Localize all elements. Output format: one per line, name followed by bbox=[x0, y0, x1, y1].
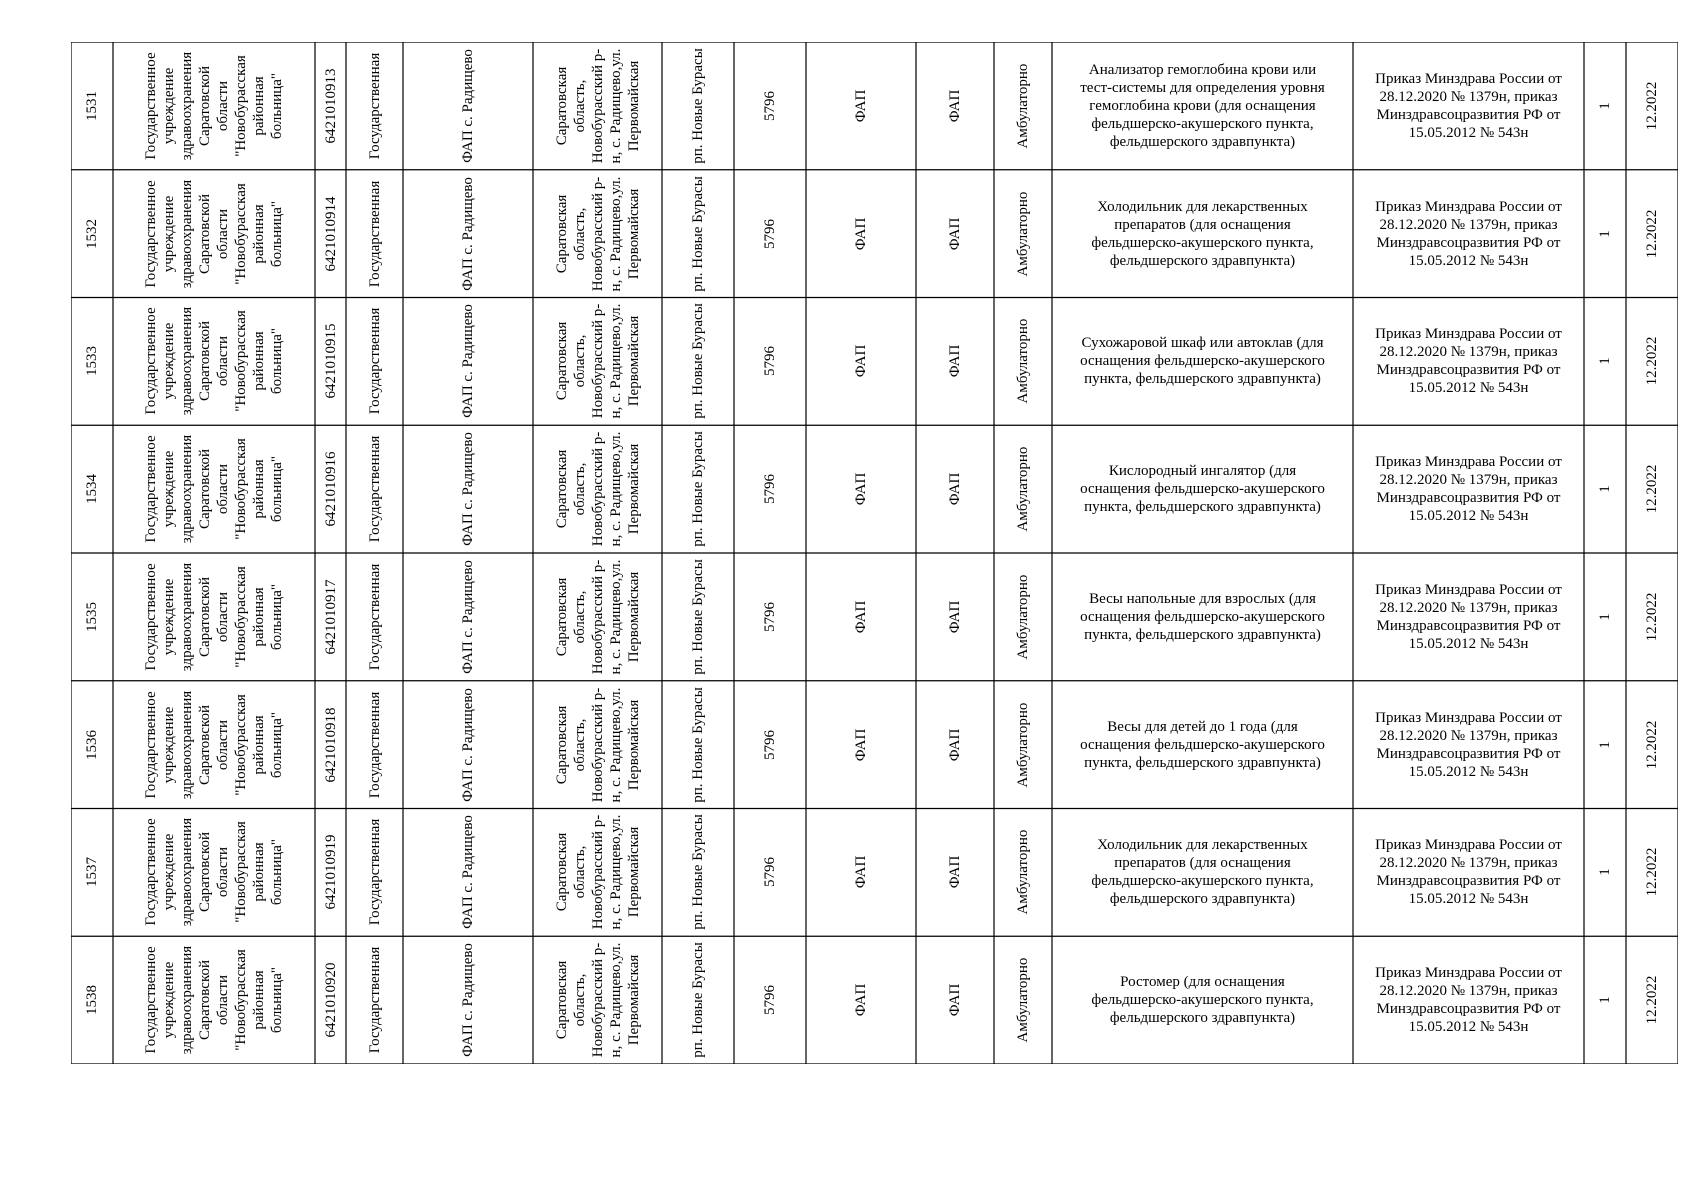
cell-equipment bbox=[1052, 425, 1353, 553]
cell-ownership bbox=[346, 170, 403, 298]
date-text: 12.2022 bbox=[1644, 720, 1660, 769]
cell-number bbox=[734, 42, 806, 170]
type1-text: ФАП bbox=[853, 472, 869, 506]
qty-text: 1 bbox=[1597, 229, 1613, 238]
order-text: Приказ Минздрава России от 28.12.2020 № 1379н, приказ Минздравсоцразвития РФ от 15.05.2012 № 543н bbox=[1375, 965, 1562, 1036]
cell-num bbox=[71, 936, 113, 1064]
cell-facility bbox=[403, 298, 533, 426]
type2-text: ФАП bbox=[947, 345, 963, 378]
facility-text: ФАП с. Радищево bbox=[460, 559, 476, 674]
cell-locality bbox=[662, 42, 734, 170]
order-text: Приказ Минздрава России от 28.12.2020 № 1379н, приказ Минздравсоцразвития РФ от 15.05.2012 № 543н bbox=[1375, 709, 1562, 780]
cell-locality bbox=[662, 809, 734, 937]
cell-institution bbox=[113, 681, 315, 809]
code-text: 6421010918 bbox=[322, 707, 339, 783]
care-text: Амбулаторно bbox=[1015, 446, 1031, 532]
cell-type2 bbox=[916, 936, 994, 1064]
institution-text: Государственное учреждение здравоохранения Саратовской области "Новобурасская районная больница" bbox=[143, 818, 285, 927]
order-text: Приказ Минздрава России от 28.12.2020 № 1379н, приказ Минздравсоцразвития РФ от 15.05.2012 № 543н bbox=[1375, 581, 1562, 652]
equipment-text: Кислородный ингалятор (для оснащения фельдшерско-акушерского пункта, фельдшерского здравпункта) bbox=[1080, 463, 1325, 516]
order-text: Приказ Минздрава России от 28.12.2020 № 1379н, приказ Минздравсоцразвития РФ от 15.05.2012 № 543н bbox=[1375, 326, 1562, 397]
cell-locality bbox=[662, 681, 734, 809]
cell-num bbox=[71, 298, 113, 426]
type1-text: ФАП bbox=[853, 600, 869, 634]
cell-qty bbox=[1584, 809, 1626, 937]
cell-address bbox=[533, 298, 662, 426]
cell-number bbox=[734, 298, 806, 426]
cell-facility bbox=[403, 42, 533, 170]
cell-institution bbox=[113, 936, 315, 1064]
care-text: Амбулаторно bbox=[1015, 191, 1031, 277]
type2-text: ФАП bbox=[947, 89, 963, 123]
cell-code bbox=[315, 170, 346, 298]
equipment-text: Весы напольные для взрослых (для оснащения фельдшерско-акушерского пункта, фельдшерского здравпункта) bbox=[1080, 590, 1325, 643]
facility-text: ФАП с. Радищево bbox=[460, 48, 476, 163]
cell-type2 bbox=[916, 809, 994, 937]
cell-address bbox=[533, 681, 662, 809]
num-text: 1533 bbox=[84, 346, 100, 377]
order-text: Приказ Минздрава России от 28.12.2020 № 1379н, приказ Минздравсоцразвития РФ от 15.05.2012 № 543н bbox=[1375, 454, 1562, 525]
number-text: 5796 bbox=[762, 346, 778, 377]
cell-facility bbox=[403, 936, 533, 1064]
cell-equipment bbox=[1052, 553, 1353, 681]
type2-text: ФАП bbox=[947, 217, 963, 250]
number-text: 5796 bbox=[762, 729, 778, 760]
cell-type2 bbox=[916, 42, 994, 170]
institution-text: Государственное учреждение здравоохранения Саратовской области "Новобурасская районная больница" bbox=[143, 179, 285, 288]
cell-facility bbox=[403, 170, 533, 298]
cell-qty bbox=[1584, 936, 1626, 1064]
cell-type1 bbox=[806, 42, 916, 170]
cell-type2 bbox=[916, 425, 994, 553]
cell-ownership bbox=[346, 425, 403, 553]
ownership-text: Государственная bbox=[366, 180, 383, 287]
institution-text: Государственное учреждение здравоохранения Саратовской области "Новобурасская районная больница" bbox=[143, 945, 285, 1055]
qty-text: 1 bbox=[1597, 740, 1613, 749]
type1-text: ФАП bbox=[853, 728, 869, 761]
locality-text: рп. Новые Бурасы bbox=[690, 559, 706, 675]
care-text: Амбулаторно bbox=[1015, 63, 1031, 149]
type2-text: ФАП bbox=[947, 856, 963, 889]
cell-facility bbox=[403, 809, 533, 937]
date-text: 12.2022 bbox=[1644, 81, 1660, 131]
cell-address bbox=[533, 42, 662, 170]
cell-facility bbox=[403, 553, 533, 681]
type1-text: ФАП bbox=[853, 345, 869, 378]
cell-institution bbox=[113, 170, 315, 298]
ownership-text: Государственная bbox=[366, 819, 383, 926]
cell-care bbox=[994, 425, 1052, 553]
code-text: 6421010913 bbox=[322, 68, 339, 144]
type2-text: ФАП bbox=[947, 472, 963, 506]
cell-code bbox=[315, 298, 346, 426]
locality-text: рп. Новые Бурасы bbox=[690, 48, 706, 164]
cell-date bbox=[1626, 298, 1678, 426]
ownership-text: Государственная bbox=[366, 691, 383, 798]
cell-number bbox=[734, 936, 806, 1064]
code-text: 6421010917 bbox=[322, 579, 339, 655]
cell-num bbox=[71, 42, 113, 170]
cell-num bbox=[71, 809, 113, 937]
cell-order bbox=[1353, 809, 1584, 937]
type1-text: ФАП bbox=[853, 983, 869, 1017]
locality-text: рп. Новые Бурасы bbox=[690, 175, 706, 292]
code-text: 6421010920 bbox=[322, 962, 339, 1038]
cell-institution bbox=[113, 425, 315, 553]
cell-code bbox=[315, 936, 346, 1064]
ownership-text: Государственная bbox=[366, 435, 383, 543]
cell-qty bbox=[1584, 42, 1626, 170]
cell-institution bbox=[113, 42, 315, 170]
equipment-text: Холодильник для лекарственных препаратов (для оснащения фельдшерско-акушерского пункта, фельдшерского здравпункта) bbox=[1091, 198, 1314, 269]
type2-text: ФАП bbox=[947, 600, 963, 634]
cell-ownership bbox=[346, 42, 403, 170]
date-text: 12.2022 bbox=[1644, 337, 1660, 386]
cell-locality bbox=[662, 936, 734, 1064]
address-text: Саратовская область, Новобурасский р- н, с. Радищево,ул. Первомайская bbox=[553, 942, 642, 1058]
cell-ownership bbox=[346, 936, 403, 1064]
cell-type2 bbox=[916, 298, 994, 426]
cell-equipment bbox=[1052, 681, 1353, 809]
cell-institution bbox=[113, 553, 315, 681]
cell-address bbox=[533, 809, 662, 937]
date-text: 12.2022 bbox=[1644, 464, 1660, 514]
num-text: 1538 bbox=[84, 985, 100, 1016]
cell-type1 bbox=[806, 681, 916, 809]
cell-order bbox=[1353, 553, 1584, 681]
cell-care bbox=[994, 298, 1052, 426]
cell-type1 bbox=[806, 298, 916, 426]
cell-order bbox=[1353, 425, 1584, 553]
address-text: Саратовская область, Новобурасский р- н, с. Радищево,ул. Первомайская bbox=[553, 559, 642, 675]
date-text: 12.2022 bbox=[1644, 592, 1660, 642]
cell-care bbox=[994, 42, 1052, 170]
date-text: 12.2022 bbox=[1644, 848, 1660, 897]
care-text: Амбулаторно bbox=[1015, 957, 1031, 1043]
cell-ownership bbox=[346, 553, 403, 681]
date-text: 12.2022 bbox=[1644, 209, 1660, 258]
address-text: Саратовская область, Новобурасский р- н, с. Радищево,ул. Первомайская bbox=[553, 431, 642, 547]
care-text: Амбулаторно bbox=[1015, 574, 1031, 660]
cell-order bbox=[1353, 170, 1584, 298]
cell-code bbox=[315, 553, 346, 681]
ownership-text: Государственная bbox=[366, 946, 383, 1054]
cell-type1 bbox=[806, 425, 916, 553]
facility-text: ФАП с. Радищево bbox=[460, 943, 476, 1058]
address-text: Саратовская область, Новобурасский р- н, с. Радищево,ул. Первомайская bbox=[553, 303, 642, 419]
cell-order bbox=[1353, 298, 1584, 426]
equipment-text: Ростомер (для оснащения фельдшерско-акушерского пункта, фельдшерского здравпункта) bbox=[1091, 974, 1314, 1027]
qty-text: 1 bbox=[1597, 357, 1613, 366]
cell-address bbox=[533, 170, 662, 298]
cell-number bbox=[734, 553, 806, 681]
ownership-text: Государственная bbox=[366, 563, 383, 671]
cell-ownership bbox=[346, 298, 403, 426]
type1-text: ФАП bbox=[853, 217, 869, 250]
cell-type2 bbox=[916, 553, 994, 681]
equipment-table bbox=[71, 42, 1678, 1064]
cell-num bbox=[71, 553, 113, 681]
cell-order bbox=[1353, 681, 1584, 809]
facility-text: ФАП с. Радищево bbox=[460, 432, 476, 547]
num-text: 1531 bbox=[84, 90, 100, 121]
cell-code bbox=[315, 681, 346, 809]
cell-date bbox=[1626, 42, 1678, 170]
cell-order bbox=[1353, 42, 1584, 170]
cell-facility bbox=[403, 425, 533, 553]
locality-text: рп. Новые Бурасы bbox=[690, 431, 706, 547]
cell-equipment bbox=[1052, 936, 1353, 1064]
cell-type2 bbox=[916, 170, 994, 298]
ownership-text: Государственная bbox=[366, 308, 383, 415]
cell-order bbox=[1353, 936, 1584, 1064]
type2-text: ФАП bbox=[947, 728, 963, 761]
cell-type2 bbox=[916, 681, 994, 809]
cell-institution bbox=[113, 298, 315, 426]
cell-care bbox=[994, 553, 1052, 681]
number-text: 5796 bbox=[762, 857, 778, 888]
cell-equipment bbox=[1052, 170, 1353, 298]
cell-number bbox=[734, 170, 806, 298]
num-text: 1532 bbox=[84, 218, 100, 249]
cell-equipment bbox=[1052, 809, 1353, 937]
qty-text: 1 bbox=[1597, 102, 1613, 110]
cell-number bbox=[734, 425, 806, 553]
locality-text: рп. Новые Бурасы bbox=[690, 814, 706, 931]
ownership-text: Государственная bbox=[366, 52, 383, 160]
address-text: Саратовская область, Новобурасский р- н, с. Радищево,ул. Первомайская bbox=[553, 814, 642, 930]
facility-text: ФАП с. Радищево bbox=[460, 687, 476, 802]
type2-text: ФАП bbox=[947, 983, 963, 1017]
equipment-text: Весы для детей до 1 года (для оснащения фельдшерско-акушерского пункта, фельдшерского здравпункта) bbox=[1080, 718, 1325, 771]
cell-address bbox=[533, 553, 662, 681]
num-text: 1534 bbox=[84, 474, 100, 505]
cell-number bbox=[734, 809, 806, 937]
equipment-text: Холодильник для лекарственных препаратов (для оснащения фельдшерско-акушерского пункта, фельдшерского здравпункта) bbox=[1091, 837, 1314, 908]
code-text: 6421010915 bbox=[322, 323, 339, 399]
cell-type1 bbox=[806, 936, 916, 1064]
care-text: Амбулаторно bbox=[1015, 829, 1031, 915]
cell-qty bbox=[1584, 298, 1626, 426]
number-text: 5796 bbox=[762, 985, 778, 1016]
cell-equipment bbox=[1052, 298, 1353, 426]
number-text: 5796 bbox=[762, 90, 778, 121]
cell-institution bbox=[113, 809, 315, 937]
qty-text: 1 bbox=[1597, 613, 1613, 621]
cell-date bbox=[1626, 809, 1678, 937]
cell-date bbox=[1626, 681, 1678, 809]
order-text: Приказ Минздрава России от 28.12.2020 № 1379н, приказ Минздравсоцразвития РФ от 15.05.2012 № 543н bbox=[1375, 837, 1562, 908]
code-text: 6421010919 bbox=[322, 834, 339, 910]
type1-text: ФАП bbox=[853, 89, 869, 123]
cell-ownership bbox=[346, 681, 403, 809]
code-text: 6421010914 bbox=[322, 196, 339, 272]
cell-care bbox=[994, 809, 1052, 937]
num-text: 1535 bbox=[84, 601, 100, 632]
cell-type1 bbox=[806, 809, 916, 937]
cell-type1 bbox=[806, 170, 916, 298]
cell-locality bbox=[662, 425, 734, 553]
cell-type1 bbox=[806, 553, 916, 681]
number-text: 5796 bbox=[762, 474, 778, 505]
address-text: Саратовская область, Новобурасский р- н, с. Радищево,ул. Первомайская bbox=[553, 176, 642, 292]
cell-equipment bbox=[1052, 42, 1353, 170]
qty-text: 1 bbox=[1597, 868, 1613, 877]
cell-address bbox=[533, 936, 662, 1064]
facility-text: ФАП с. Радищево bbox=[460, 304, 476, 419]
institution-text: Государственное учреждение здравоохранения Саратовской области "Новобурасская районная больница" bbox=[143, 690, 285, 799]
cell-locality bbox=[662, 553, 734, 681]
cell-ownership bbox=[346, 809, 403, 937]
cell-qty bbox=[1584, 553, 1626, 681]
institution-text: Государственное учреждение здравоохранения Саратовской области "Новобурасская районная больница" bbox=[143, 51, 285, 161]
num-text: 1536 bbox=[84, 729, 100, 760]
care-text: Амбулаторно bbox=[1015, 702, 1031, 788]
cell-num bbox=[71, 170, 113, 298]
cell-address bbox=[533, 425, 662, 553]
cell-date bbox=[1626, 425, 1678, 553]
equipment-text: Сухожаровой шкаф или автоклав (для оснащения фельдшерско-акушерского пункта, фельдшерского здравпункта) bbox=[1080, 335, 1325, 388]
locality-text: рп. Новые Бурасы bbox=[690, 686, 706, 803]
date-text: 12.2022 bbox=[1644, 975, 1660, 1025]
cell-num bbox=[71, 681, 113, 809]
qty-text: 1 bbox=[1597, 996, 1613, 1004]
cell-locality bbox=[662, 298, 734, 426]
institution-text: Государственное учреждение здравоохранения Саратовской области "Новобурасская районная больница" bbox=[143, 434, 285, 544]
cell-date bbox=[1626, 170, 1678, 298]
address-text: Саратовская область, Новобурасский р- н, с. Радищево,ул. Первомайская bbox=[553, 687, 642, 803]
cell-locality bbox=[662, 170, 734, 298]
cell-qty bbox=[1584, 681, 1626, 809]
cell-code bbox=[315, 809, 346, 937]
cell-code bbox=[315, 42, 346, 170]
facility-text: ФАП с. Радищево bbox=[460, 815, 476, 930]
num-text: 1537 bbox=[84, 857, 100, 888]
cell-facility bbox=[403, 681, 533, 809]
cell-number bbox=[734, 681, 806, 809]
care-text: Амбулаторно bbox=[1015, 318, 1031, 404]
cell-qty bbox=[1584, 170, 1626, 298]
facility-text: ФАП с. Радищево bbox=[460, 176, 476, 291]
cell-care bbox=[994, 170, 1052, 298]
locality-text: рп. Новые Бурасы bbox=[690, 303, 706, 420]
qty-text: 1 bbox=[1597, 485, 1613, 493]
number-text: 5796 bbox=[762, 601, 778, 632]
equipment-text: Анализатор гемоглобина крови или тест-системы для определения уровня гемоглобина крови (для оснащения фельдшерско-акушерского пункта, фельдшерского здравпункта) bbox=[1080, 61, 1325, 150]
institution-text: Государственное учреждение здравоохранения Саратовской области "Новобурасская районная больница" bbox=[143, 562, 285, 672]
code-text: 6421010916 bbox=[322, 451, 339, 527]
type1-text: ФАП bbox=[853, 856, 869, 889]
address-text: Саратовская область, Новобурасский р- н, с. Радищево,ул. Первомайская bbox=[553, 48, 642, 164]
cell-code bbox=[315, 425, 346, 553]
cell-date bbox=[1626, 936, 1678, 1064]
cell-care bbox=[994, 681, 1052, 809]
order-text: Приказ Минздрава России от 28.12.2020 № 1379н, приказ Минздравсоцразвития РФ от 15.05.2012 № 543н bbox=[1375, 198, 1562, 269]
institution-text: Государственное учреждение здравоохранения Саратовской области "Новобурасская районная больница" bbox=[143, 307, 285, 416]
cell-care bbox=[994, 936, 1052, 1064]
locality-text: рп. Новые Бурасы bbox=[690, 942, 706, 1058]
cell-qty bbox=[1584, 425, 1626, 553]
cell-date bbox=[1626, 553, 1678, 681]
order-text: Приказ Минздрава России от 28.12.2020 № 1379н, приказ Минздравсоцразвития РФ от 15.05.2012 № 543н bbox=[1375, 70, 1562, 141]
cell-num bbox=[71, 425, 113, 553]
number-text: 5796 bbox=[762, 218, 778, 249]
